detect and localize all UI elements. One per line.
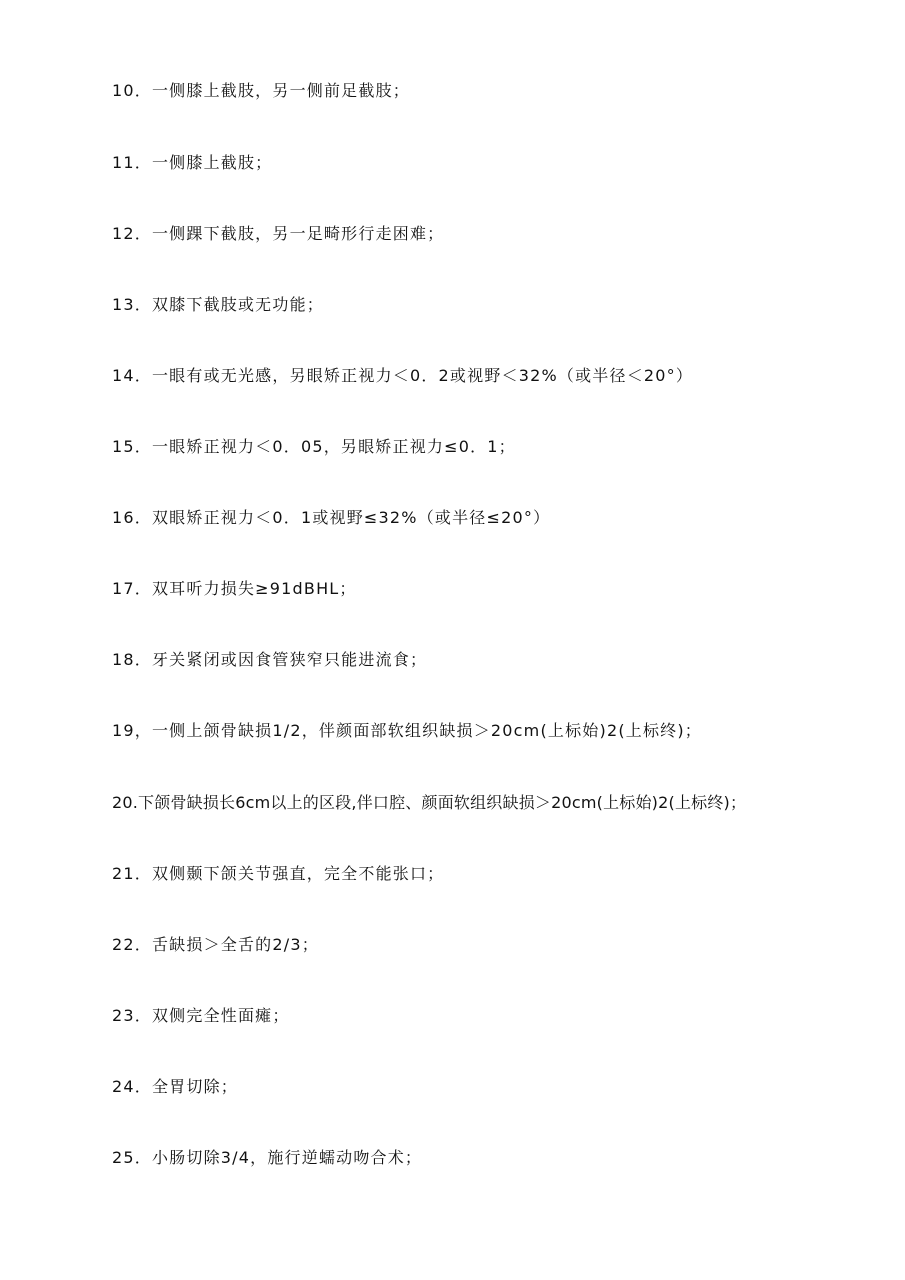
item-number: 12． xyxy=(112,224,152,243)
item-text: 一侧上颌骨缺损1/2，伴颜面部软组织缺损＞20cm(上标始)2(上标终)； xyxy=(151,721,703,740)
item-text: 一眼矫正视力＜0．05，另眼矫正视力≤0．1； xyxy=(151,437,516,456)
list-item xyxy=(112,503,550,533)
item-text: 舌缺损＞全舌的2/3； xyxy=(151,935,319,954)
list-item xyxy=(112,859,444,889)
list-item xyxy=(112,716,702,746)
item-text: 双侧完全性面瘫； xyxy=(151,1006,290,1025)
list-item xyxy=(112,930,319,960)
item-number: 13． xyxy=(112,295,152,314)
item-text: 双侧颞下颌关节强直，完全不能张口； xyxy=(151,864,445,883)
list-item xyxy=(112,1143,422,1173)
item-text: 双耳听力损失≥91dBHL； xyxy=(151,579,357,598)
item-number: 21． xyxy=(112,864,152,883)
item-text: 一侧膝上截肢，另一侧前足截肢； xyxy=(151,81,410,100)
list-item xyxy=(112,574,357,604)
item-number: 25． xyxy=(112,1148,152,1167)
item-number: 15． xyxy=(112,437,152,456)
item-number: 11． xyxy=(112,153,152,172)
item-number: 16． xyxy=(112,508,152,527)
list-item xyxy=(112,148,272,178)
item-number: 10． xyxy=(112,81,152,100)
item-text: 牙关紧闭或因食管狭窄只能进流食； xyxy=(151,650,428,669)
item-number: 19， xyxy=(112,721,152,740)
item-number: 14． xyxy=(112,366,152,385)
list-item xyxy=(112,361,693,391)
item-text: 一眼有或无光感，另眼矫正视力＜0．2或视野＜32%（或半径＜20°） xyxy=(151,366,694,385)
item-text: 全胃切除； xyxy=(151,1077,238,1096)
item-number: 20. xyxy=(112,793,139,812)
list-item xyxy=(112,432,516,462)
item-text: 一侧膝上截肢； xyxy=(151,153,273,172)
item-text: 下颌骨缺损长6cm以上的区段,伴口腔、颜面软组织缺损＞20cm(上标始)2(上标终)； xyxy=(138,793,747,812)
item-text: 一侧踝下截肢，另一足畸形行走困难； xyxy=(151,224,445,243)
list-item xyxy=(112,645,427,675)
list-item xyxy=(112,219,444,249)
list-item xyxy=(112,76,410,106)
list-item xyxy=(112,1072,238,1102)
list-item xyxy=(112,788,746,818)
item-text: 双膝下截肢或无功能； xyxy=(151,295,324,314)
list-item xyxy=(112,290,324,320)
item-number: 24． xyxy=(112,1077,152,1096)
list-item xyxy=(112,1001,290,1031)
item-number: 18． xyxy=(112,650,152,669)
item-number: 22． xyxy=(112,935,152,954)
item-text: 双眼矫正视力＜0．1或视野≤32%（或半径≤20°） xyxy=(151,508,551,527)
item-number: 17． xyxy=(112,579,152,598)
item-number: 23． xyxy=(112,1006,152,1025)
item-text: 小肠切除3/4，施行逆蠕动吻合术； xyxy=(151,1148,423,1167)
